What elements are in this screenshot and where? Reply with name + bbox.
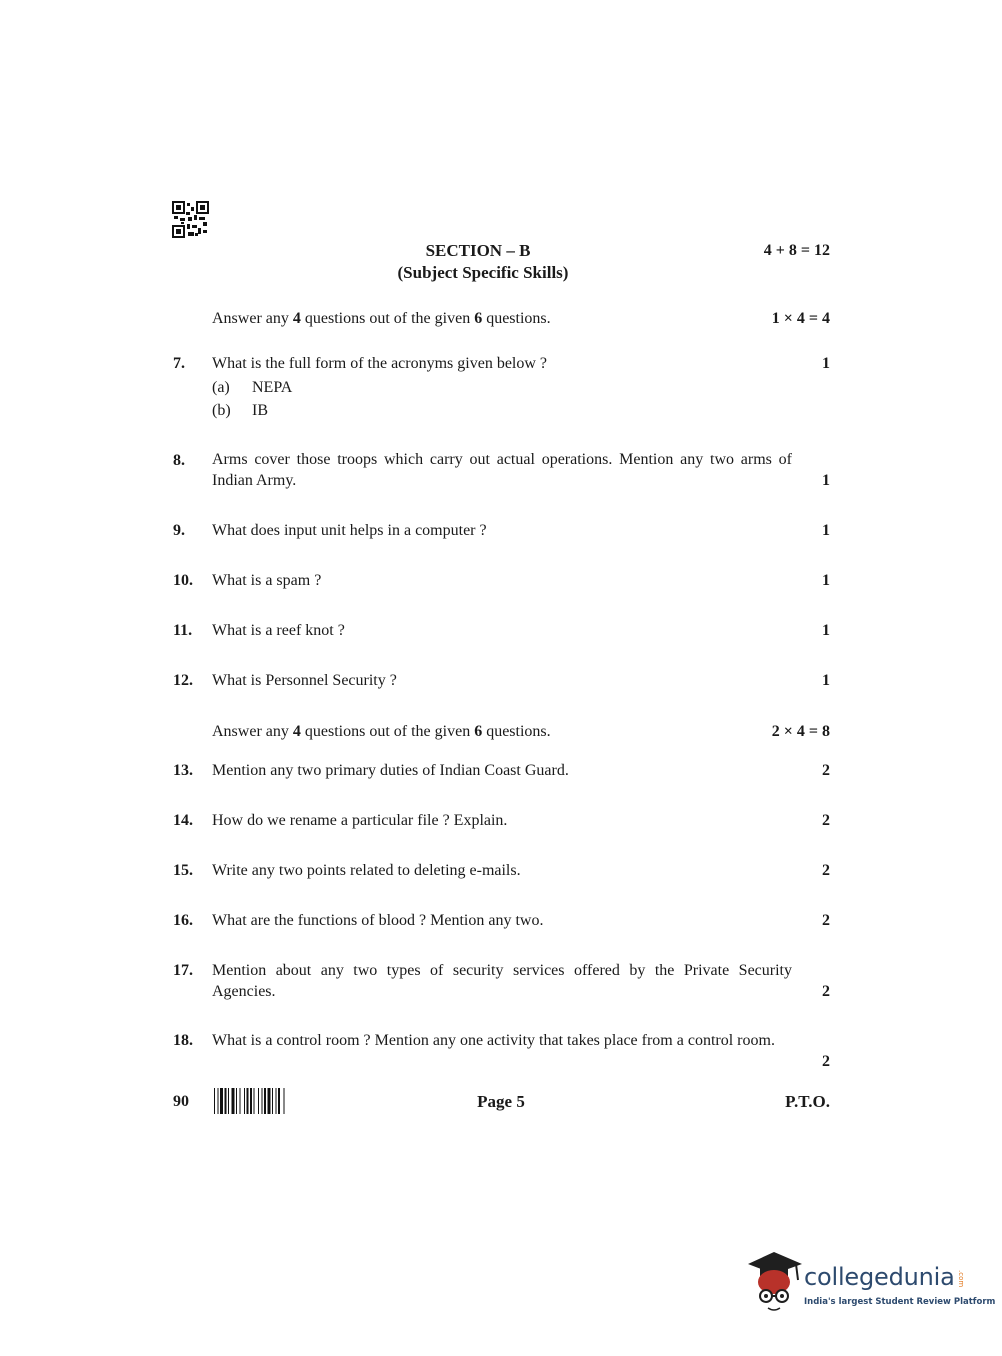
- page-number: Page 5: [477, 1092, 525, 1111]
- option-item: (a) NEPA: [212, 379, 293, 396]
- question-text: What is a control room ? Mention any one activity that takes place from a control room.: [212, 1032, 775, 1049]
- question-mark: 2: [822, 862, 830, 879]
- logo-brand: collegedunia: [804, 1263, 955, 1291]
- question-number: 12.: [173, 672, 193, 689]
- part2-instruction: Answer any 4 questions out of the given 6 questions.: [212, 723, 551, 740]
- question-text: What does input unit helps in a computer ?: [212, 522, 487, 539]
- question-mark: 1: [822, 355, 830, 372]
- question-mark: 1: [822, 672, 830, 689]
- question-number: 16.: [173, 912, 193, 929]
- question-text: What are the functions of blood ? Mention any two.: [212, 912, 544, 929]
- pto-label: P.T.O.: [785, 1092, 830, 1111]
- question-mark: 2: [822, 1053, 830, 1070]
- question-number: 8.: [173, 452, 185, 469]
- question-text: What is Personnel Security ?: [212, 672, 397, 689]
- question-mark: 1: [822, 572, 830, 589]
- question-text: How do we rename a particular file ? Explain.: [212, 812, 508, 829]
- question-mark: 2: [822, 983, 830, 1000]
- question-number: 17.: [173, 962, 193, 979]
- logo-dotcom: .com: [957, 1270, 965, 1288]
- barcode-icon: [214, 1088, 308, 1114]
- question-number: 14.: [173, 812, 193, 829]
- question-mark: 1: [822, 522, 830, 539]
- logo-tagline: India's largest Student Review Platform: [804, 1297, 996, 1307]
- question-number: 9.: [173, 522, 185, 539]
- question-mark: 2: [822, 812, 830, 829]
- part1-marks: 1 × 4 = 4: [771, 310, 830, 327]
- question-mark: 2: [822, 762, 830, 779]
- question-number: 15.: [173, 862, 193, 879]
- question-text: Arms cover those troops which carry out actual operations. Mention any two arms of Indian Army.: [212, 451, 792, 489]
- question-number: 18.: [173, 1032, 193, 1049]
- question-number: 10.: [173, 572, 193, 589]
- part2-marks: 2 × 4 = 8: [771, 723, 830, 740]
- question-number: 13.: [173, 762, 193, 779]
- question-mark: 1: [822, 622, 830, 639]
- question-mark: 2: [822, 912, 830, 929]
- paper-code: 90: [173, 1093, 189, 1110]
- question-text: Mention any two primary duties of Indian Coast Guard.: [212, 762, 569, 779]
- question-text: Write any two points related to deleting e-mails.: [212, 862, 521, 879]
- question-number: 7.: [173, 355, 185, 372]
- question-text: What is a reef knot ?: [212, 622, 345, 639]
- question-text: What is the full form of the acronyms given below ?: [212, 355, 548, 372]
- question-text: What is a spam ?: [212, 572, 322, 589]
- section-subtitle: (Subject Specific Skills): [397, 263, 569, 282]
- qr-code-icon: [172, 201, 209, 238]
- question-number: 11.: [173, 622, 193, 639]
- section-marks: 4 + 8 = 12: [763, 242, 830, 259]
- part1-instruction: Answer any 4 questions out of the given 6 questions.: [212, 310, 551, 327]
- section-title: SECTION – B: [425, 241, 531, 260]
- option-item: (b) IB: [212, 402, 268, 419]
- question-mark: 1: [822, 472, 830, 489]
- question-text: Mention about any two types of security services offered by the Private Security Agencies.: [212, 962, 792, 1000]
